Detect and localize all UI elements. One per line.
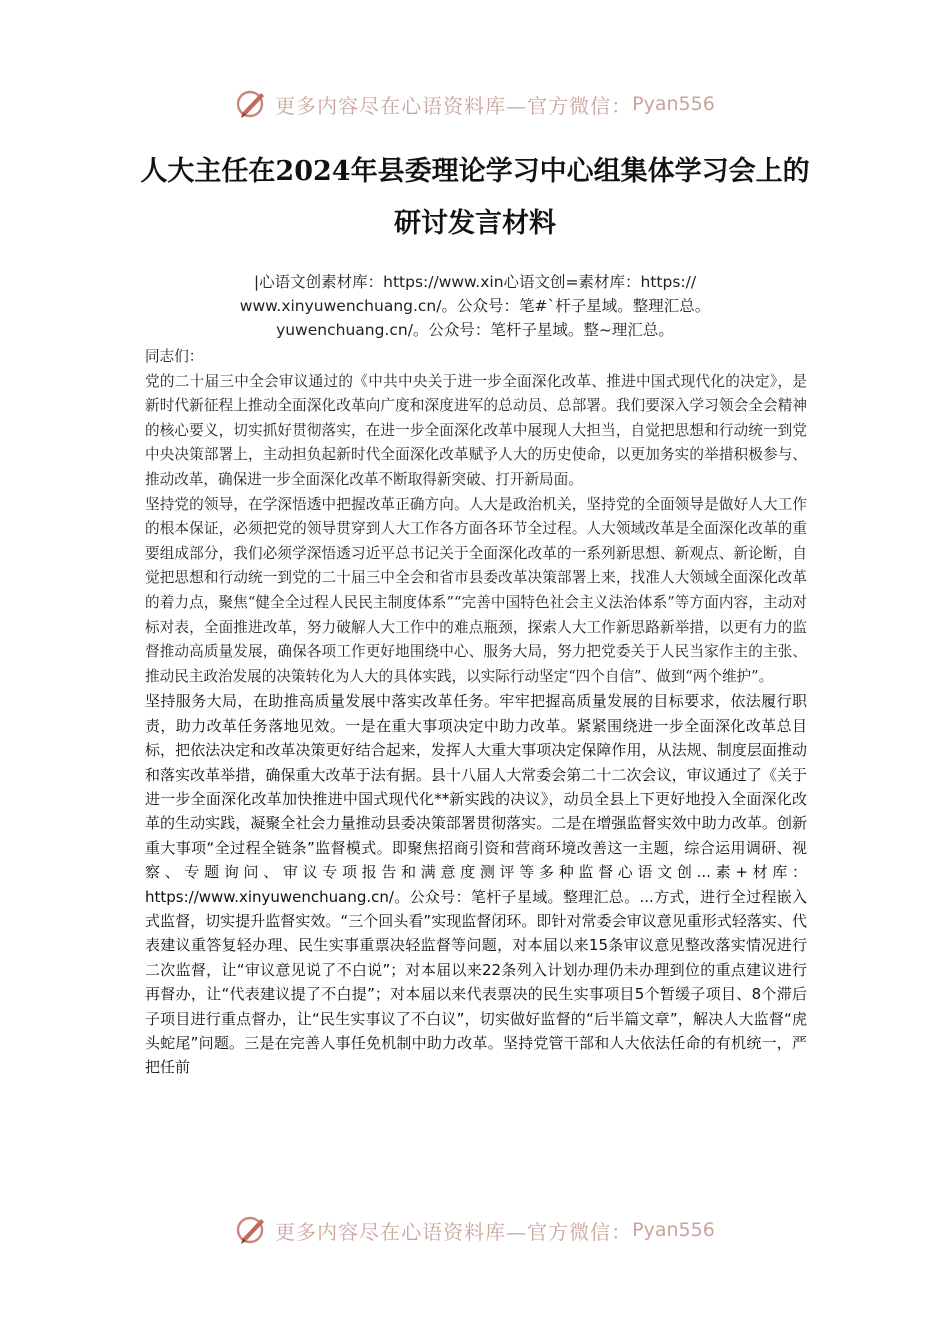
document-title: 人大主任在2024年县委理论学习中心组集体学习会上的研讨发言材料 [140, 156, 810, 239]
source-block [160, 270, 790, 342]
footer-banner [0, 1210, 950, 1250]
source-line: www.xinyuwenchuang.cn/。公众号：笔#`杆子星域。整理汇总。 [239, 297, 711, 315]
source-line: yuwenchuang.cn/。公众号：笔杆子星域。整~理汇总。 [276, 321, 674, 339]
greeting: 同志们： [145, 348, 204, 365]
paragraph: 坚持服务大局，在助推高质量发展中落实改革任务。牢牢把握高质量发展的目标要求，依法履行职责，助力改革任务落地见效。一是在重大事项决定中助力改革。紧紧围绕进一步全面深化改革总目标，把依法决定和改革决策更好结合起来，发挥人大重大事项决定保障作用，从法规、制度层面推动和落实改革举措，确保重大改革于法有据。县十八届人大常委会第二十二次会议，审议通过了《关于进一步全面深化改革加快推进中国式现代化**新实践的决议》，动员全县上下更好地投入全面深化改革的生动实践，凝聚全社会力量推动县委决策部署贯彻落实。二是在增强监督实效中助力改革。创新重大事项“全过程全链条”监督模式。即聚焦招商引资和营商环境改善这一主题，综合运用调研、视察、专题询问、审议专项报告和满意度测评等多种监督心语文创...素+材库：https://www.xinyuwenchuang.cn/。公众号：笔杆子星域。整理汇总。...方式，进行全过程嵌入式监督，切实提升监督实效。“三个回头看”实现监督闭环。即针对常委会审议意见重形式轻落实、代表建议重答复轻办理、民生实事重票决轻监督等问题，对本届以来15条审议意见整改落实情况进行二次监督，让“审议意见说了不白说”；对本届以来22条列入计划办理仍未办理到位的重点建议进行再督办，让“代表建议提了不白提”；对本届以来代表票决的民生实事项目5个暂缓子项目、8个滞后子项目进行重点督办，让“民生实事议了不白议”，切实做好监督的“后半篇文章”，解决人大监督“虎头蛇尾”问题。三是在完善人事任免机制中助力改革。坚持党管干部和人大依法任命的有机统一，严把任前 [145, 692, 807, 1077]
pen-logo-icon [235, 1213, 269, 1247]
source-line: |心语文创素材库：https://www.xin心语文创=素材库：https:// [253, 273, 697, 291]
banner-text: 更多内容尽在心语资料库—官方微信： [275, 93, 633, 118]
header-banner [0, 84, 950, 124]
document-body [145, 345, 807, 1080]
pen-logo-icon [235, 87, 269, 121]
paragraph: 党的二十届三中全会审议通过的《中共中央关于进一步全面深化改革、推进中国式现代化的决定》，是新时代新征程上推动全面深化改革向广度和深度进军的总动员、总部署。我们要深入学习领会全会精神的核心要义，切实抓好贯彻落实，在进一步全面深化改革中展现人大担当，自觉把思想和行动统一到党中央决策部署上，主动担负起新时代全面深化改革赋予人大的历史使命，以更加务实的举措积极参与、推动改革，确保进一步全面深化改革不断取得新突破、打开新局面。 [145, 372, 807, 488]
banner-wechat-id: Pyan556 [632, 1219, 715, 1241]
paragraph: 坚持党的领导，在学深悟透中把握改革正确方向。人大是政治机关，坚持党的全面领导是做好人大工作的根本保证，必须把党的领导贯穿到人大工作各方面各环节全过程。人大领域改革是全面深化改革的重要组成部分，我们必须学深悟透习近平总书记关于全面深化改革的一系列新思想、新观点、新论断，自觉把思想和行动统一到党的二十届三中全会和省市县委改革决策部署上来，找准人大领域全面深化改革的着力点，聚焦“健全全过程人民民主制度体系”“完善中国特色社会主义法治体系”等方面内容，主动对标对表，全面推进改革，努力破解人大工作中的难点瓶颈，探索人大工作新思路新举措，以更有力的监督推动高质量发展，确保各项工作更好地围绕中心、服务大局，努力把党委关于人民当家作主的主张、推动民主政治发展的决策转化为人大的具体实践，以实际行动坚定“四个自信”、做到“两个维护”。 [145, 495, 807, 685]
banner-wechat-id: Pyan556 [632, 93, 715, 115]
banner-text: 更多内容尽在心语资料库—官方微信： [275, 1219, 633, 1244]
